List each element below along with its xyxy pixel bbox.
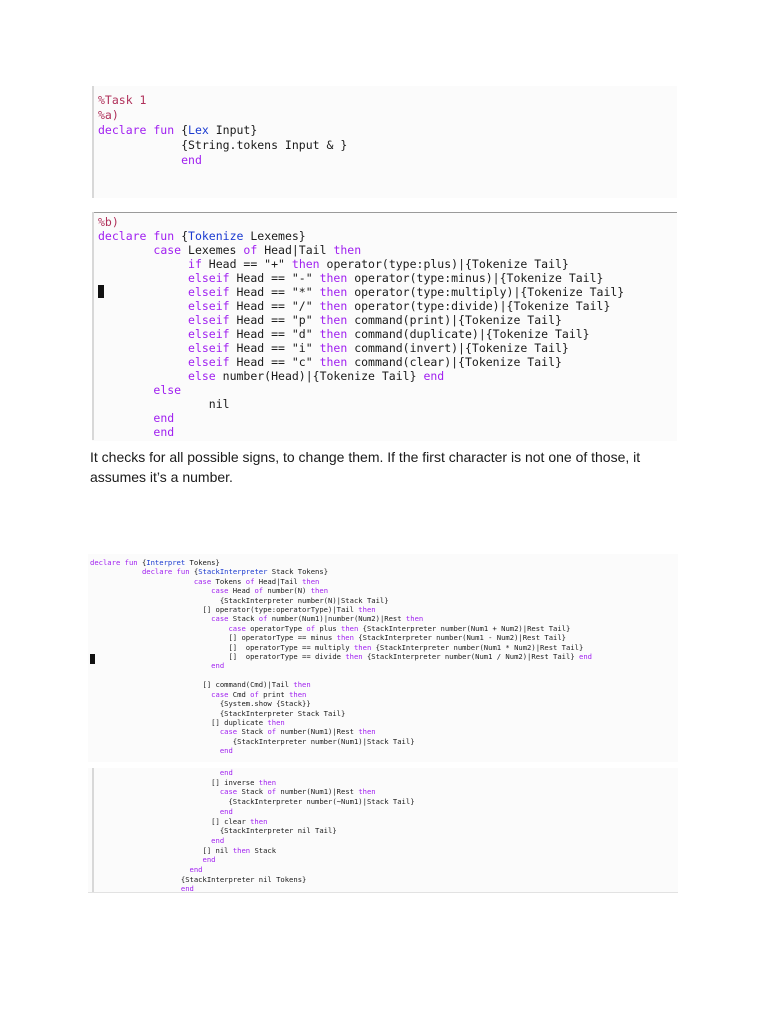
code-token: declare fun <box>90 558 142 567</box>
code-token: case <box>228 623 246 633</box>
code-token <box>98 299 188 313</box>
code-lex <box>98 93 347 168</box>
code-line <box>98 397 624 411</box>
code-token: elseif <box>188 285 230 299</box>
code-line <box>98 257 624 271</box>
code-line <box>90 699 592 708</box>
code-token: declare fun <box>98 123 182 137</box>
code-token: of <box>306 623 316 633</box>
code-token <box>90 614 211 623</box>
code-token: if <box>188 257 202 271</box>
code-token <box>98 341 188 355</box>
code-line <box>98 383 624 397</box>
code-line <box>98 229 624 243</box>
code-token: then <box>258 777 277 787</box>
code-token: end <box>189 865 203 875</box>
code-token: end <box>153 425 175 439</box>
code-line <box>98 313 624 327</box>
code-line <box>90 633 592 642</box>
code-line <box>90 567 592 576</box>
code-token <box>90 671 94 680</box>
code-line <box>98 411 624 425</box>
code-line <box>90 577 592 586</box>
code-token <box>90 661 211 670</box>
code-token: {StackInterpreter Stack Tail} <box>90 708 346 718</box>
explanation-text: It checks for all possible signs, to change them. If the first character is not one of those, it assumes it’s a number. <box>90 449 641 485</box>
code-token <box>90 690 211 699</box>
code-line <box>98 271 624 285</box>
code-token: nil <box>98 397 230 411</box>
code-token: {StackInterpreter number(Num1 / Num2)|Rest Tail} <box>362 652 579 662</box>
code-token: of <box>258 614 268 624</box>
code-token: of <box>245 576 255 586</box>
code-token: Tokens <box>211 576 246 586</box>
code-token: operator(type:divide)|{Tokenize Tail} <box>347 299 611 313</box>
code-token <box>90 865 190 874</box>
code-token: operator(type:plus)|{Tokenize Tail} <box>319 257 569 271</box>
code-token: number(N) <box>263 586 311 596</box>
code-token: [] clear <box>90 816 251 826</box>
code-line <box>90 865 415 875</box>
code-token: number(Num1)|number(Num2)|Rest <box>267 614 406 624</box>
code-token: Head <box>228 586 255 596</box>
code-token <box>98 383 153 397</box>
code-token: Stack <box>228 614 259 624</box>
code-token: then <box>319 299 348 313</box>
code-token <box>90 727 220 736</box>
code-line <box>90 875 415 885</box>
code-token: %b) <box>98 215 119 229</box>
code-token: [] operator(type:operatorType)|Tail <box>90 605 359 615</box>
code-token: Head|Tail <box>257 243 334 257</box>
code-interpret <box>90 558 592 756</box>
code-token: then <box>293 680 311 690</box>
code-token: number(Head)|{Tokenize Tail} <box>215 369 424 383</box>
code-token: then <box>333 243 362 257</box>
code-token: command(duplicate)|{Tokenize Tail} <box>347 327 590 341</box>
code-interpret-cont <box>90 768 415 894</box>
code-token: elseif <box>188 271 230 285</box>
code-token: [] nil <box>90 845 233 855</box>
code-token: end <box>211 835 225 845</box>
code-line <box>98 108 347 123</box>
code-token: then <box>319 327 348 341</box>
code-token <box>98 153 181 167</box>
code-token: case <box>211 689 229 699</box>
code-token: declare fun <box>98 229 182 243</box>
code-line <box>90 605 592 614</box>
code-token: then <box>358 727 376 737</box>
code-line <box>90 836 415 846</box>
code-token <box>98 243 153 257</box>
code-token: then <box>232 845 251 855</box>
code-line <box>98 285 624 299</box>
code-token: [] inverse <box>90 777 259 787</box>
code-token: [] operatorType == multiply <box>90 642 354 652</box>
code-line <box>90 855 415 865</box>
code-line <box>90 709 592 718</box>
code-token: Stack <box>237 787 268 797</box>
code-token: {StackInterpreter number(Num1)|Stack Tail} <box>90 736 415 746</box>
code-token <box>90 768 220 777</box>
code-token <box>98 369 188 383</box>
code-token: of <box>254 586 264 596</box>
code-line <box>90 778 415 788</box>
code-line <box>90 746 592 755</box>
code-token: then <box>302 576 320 586</box>
code-token: plus <box>315 623 342 633</box>
code-token: { <box>193 567 199 577</box>
code-token: then <box>336 633 354 643</box>
gutter-rule <box>92 212 94 440</box>
code-token: then <box>319 341 348 355</box>
code-line <box>90 661 592 670</box>
code-token: {StackInterpreter number(N)|Stack Tail} <box>90 595 389 605</box>
code-token <box>90 807 220 816</box>
code-token: operator(type:multiply)|{Tokenize Tail} <box>347 285 625 299</box>
code-token: Stack <box>237 727 268 737</box>
code-line <box>90 690 592 699</box>
code-token: [] operatorType == divide <box>90 652 346 662</box>
code-line <box>98 425 624 439</box>
code-token: end <box>202 855 216 865</box>
code-token: StackInterpreter <box>198 567 268 577</box>
code-token <box>90 624 228 633</box>
code-token <box>90 577 194 586</box>
code-token: number(Num1)|Rest <box>276 787 359 797</box>
code-token: Interpret <box>146 558 186 567</box>
code-token: elseif <box>188 299 230 313</box>
code-token: case <box>153 243 182 257</box>
code-token: then <box>353 642 372 652</box>
code-token: case <box>211 586 229 596</box>
code-token <box>98 257 188 271</box>
code-token: of <box>267 787 277 797</box>
code-line <box>98 215 624 229</box>
code-token: Tokenize <box>188 229 244 243</box>
code-token <box>98 425 153 439</box>
code-token: elseif <box>188 341 230 355</box>
code-token: then <box>250 816 268 826</box>
code-token: {StackInterpreter number(Num1 - Num2)|Rest Tail} <box>353 633 567 643</box>
code-token <box>98 313 188 327</box>
code-token: end <box>219 806 233 816</box>
code-token: Head == "p" <box>229 313 320 327</box>
code-token: then <box>289 689 307 699</box>
code-line <box>90 680 592 689</box>
code-token <box>90 836 211 845</box>
code-token: then <box>319 313 348 327</box>
code-line <box>90 671 592 680</box>
code-token: elseif <box>188 313 230 327</box>
gutter-rule <box>92 86 94 198</box>
code-token: [] duplicate <box>90 717 268 727</box>
code-token: {System.show {Stack}} <box>90 699 311 709</box>
code-token: Head == "i" <box>229 341 320 355</box>
code-token: of <box>267 727 277 737</box>
code-line <box>90 643 592 652</box>
code-token: end <box>219 746 233 756</box>
code-token: case <box>193 576 212 586</box>
code-line <box>90 884 415 894</box>
code-line <box>98 123 347 138</box>
code-token: end <box>211 661 225 671</box>
code-token: %Task 1 <box>98 93 147 107</box>
code-token <box>98 411 153 425</box>
code-token: then <box>341 623 359 633</box>
code-token: end <box>579 652 592 662</box>
code-token <box>90 567 142 576</box>
code-token: case <box>219 787 238 797</box>
code-token: Input} <box>208 123 258 137</box>
code-token: then <box>267 717 285 727</box>
code-token: {String.tokens Input & } <box>98 138 348 152</box>
code-token <box>98 285 188 299</box>
code-line <box>98 327 624 341</box>
code-token: {StackInterpreter number(Num1 + Num2)|Rest Tail} <box>358 623 571 633</box>
code-line <box>90 652 592 661</box>
code-line <box>90 586 592 595</box>
code-token: Lex <box>188 123 209 137</box>
code-token: then <box>310 586 329 596</box>
code-line <box>90 768 415 778</box>
code-token: elseif <box>188 355 230 369</box>
code-token: Head == "*" <box>229 285 320 299</box>
code-line <box>98 355 624 369</box>
code-token: Head == "c" <box>229 355 320 369</box>
code-line <box>90 727 592 736</box>
code-token: { <box>181 229 189 243</box>
code-token: Lexemes} <box>243 229 306 243</box>
code-token: [] operatorType == minus <box>90 633 337 643</box>
code-token: else <box>153 383 182 397</box>
code-token: end <box>181 153 202 167</box>
code-token <box>90 746 220 755</box>
code-token: Head == "-" <box>229 271 320 285</box>
code-token: { <box>181 123 189 137</box>
code-token: operatorType <box>245 623 307 633</box>
code-token: Head == "+" <box>201 257 292 271</box>
code-line <box>98 369 624 383</box>
code-line <box>90 787 415 797</box>
code-token <box>90 586 211 595</box>
code-token: then <box>405 614 424 624</box>
code-token: {StackInterpreter number(Num1 * Num2)|Rest Tail} <box>371 642 584 652</box>
code-token: Stack Tokens} <box>267 567 329 577</box>
code-line <box>98 299 624 313</box>
code-line <box>90 826 415 836</box>
code-line <box>90 737 592 746</box>
code-token: Cmd <box>228 689 251 699</box>
code-token: Tokens} <box>185 558 220 567</box>
code-line <box>98 93 347 108</box>
code-token: [] command(Cmd)|Tail <box>90 680 294 690</box>
code-token: then <box>358 605 376 615</box>
code-line <box>98 138 347 153</box>
code-line <box>90 596 592 605</box>
code-token: Stack <box>250 845 277 855</box>
code-line <box>90 624 592 633</box>
code-line <box>90 614 592 623</box>
code-token: {StackInterpreter number(~Num1)|Stack Tail} <box>90 797 415 807</box>
code-token: then <box>319 271 348 285</box>
code-token: Head == "d" <box>229 327 320 341</box>
code-token: {StackInterpreter nil Tail} <box>90 826 337 836</box>
code-line <box>90 807 415 817</box>
code-token: of <box>243 243 258 257</box>
code-token: case <box>219 727 238 737</box>
code-token: operator(type:minus)|{Tokenize Tail} <box>347 271 604 285</box>
code-token: else <box>188 369 216 383</box>
code-token: end <box>219 768 233 777</box>
code-token <box>90 787 220 796</box>
code-line <box>90 718 592 727</box>
code-token: {StackInterpreter nil Tokens} <box>90 874 307 884</box>
code-token: end <box>423 369 445 383</box>
code-token <box>98 327 188 341</box>
code-token: { <box>141 558 147 567</box>
code-token: then <box>319 355 348 369</box>
code-token: number(Num1)|Rest <box>276 727 359 737</box>
code-token: Head|Tail <box>254 576 303 586</box>
code-token <box>90 855 203 864</box>
code-token <box>90 884 181 893</box>
code-token: command(clear)|{Tokenize Tail} <box>347 355 562 369</box>
code-line <box>90 558 592 567</box>
code-token: of <box>250 689 259 699</box>
code-token: declare fun <box>141 567 194 577</box>
code-line <box>98 153 347 168</box>
code-token: %a) <box>98 108 119 122</box>
code-tokenize <box>98 215 624 439</box>
code-token: end <box>180 884 194 894</box>
code-token: then <box>358 787 376 797</box>
code-token: elseif <box>188 327 230 341</box>
code-token: then <box>319 285 348 299</box>
code-token: command(invert)|{Tokenize Tail} <box>347 341 569 355</box>
code-token: command(print)|{Tokenize Tail} <box>347 313 562 327</box>
code-token: case <box>211 614 229 624</box>
code-token: Head == "/" <box>229 299 320 313</box>
code-token: end <box>153 411 175 425</box>
code-token <box>98 355 188 369</box>
code-line <box>98 341 624 355</box>
code-line <box>90 817 415 827</box>
code-line <box>98 243 624 257</box>
code-line <box>90 797 415 807</box>
code-token <box>98 271 188 285</box>
code-token: print <box>258 689 290 699</box>
code-token: then <box>345 652 363 662</box>
code-token: then <box>291 257 320 271</box>
code-line <box>90 846 415 856</box>
code-token: Lexemes <box>181 243 244 257</box>
